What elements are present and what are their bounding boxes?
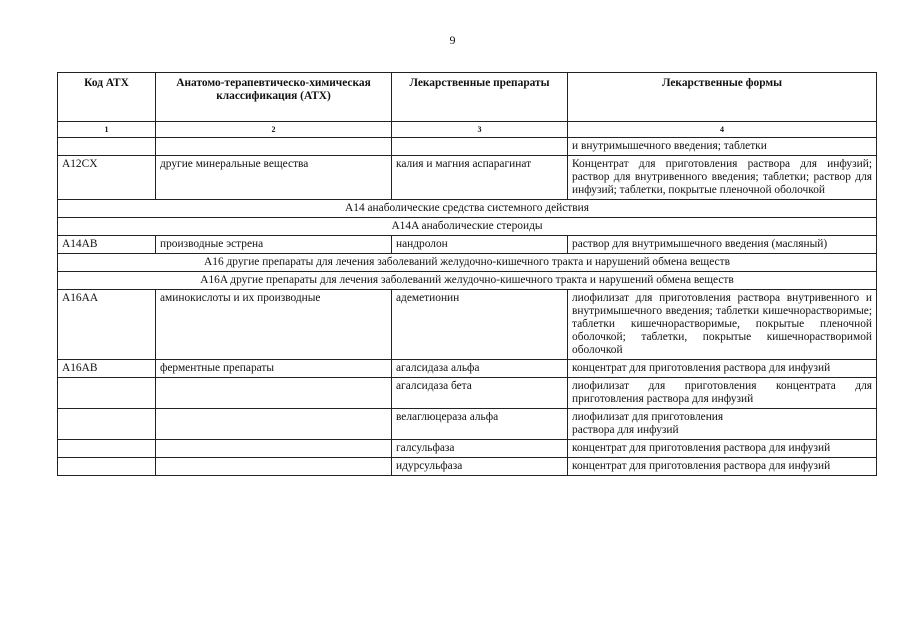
cell-forms-line: лиофилизат для приготовления [572, 411, 724, 423]
cell-code: A12CX [58, 156, 156, 200]
cell-drug [392, 138, 568, 156]
cell-drug: галсульфаза [392, 440, 568, 458]
header-row [58, 73, 877, 122]
cell-code: A16AA [58, 290, 156, 360]
section-title: A16A другие препараты для лечения заболеваний желудочно-кишечного тракта и нарушений обмена веществ [58, 272, 877, 290]
column-number: 4 [568, 122, 877, 138]
cell-forms: лиофилизат для приготовления концентрата для приготовления раствора для инфузий [568, 378, 877, 409]
section-row [58, 254, 877, 272]
cell-drug: нандролон [392, 236, 568, 254]
cell-code [58, 458, 156, 476]
cell-drug: идурсульфаза [392, 458, 568, 476]
header-code: Код АТХ [58, 73, 156, 122]
table-row [58, 290, 877, 360]
section-row [58, 218, 877, 236]
section-row [58, 272, 877, 290]
cell-forms: лиофилизат для приготовления раствора внутривенного и внутримышечного введения; таблетки кишечнорастворимые; таблетки кишечнорастворимые, покрытые пленочной оболочкой; таблетки, покрытые кишечнорастворимой оболочкой [568, 290, 877, 360]
table-row [58, 236, 877, 254]
table-row [58, 409, 877, 440]
cell-forms [568, 409, 877, 440]
table-row [58, 378, 877, 409]
cell-forms: концентрат для приготовления раствора для инфузий [568, 440, 877, 458]
cell-forms: концентрат для приготовления раствора для инфузий [568, 458, 877, 476]
cell-class: другие минеральные вещества [156, 156, 392, 200]
cell-drug: калия и магния аспарагинат [392, 156, 568, 200]
cell-class: аминокислоты и их производные [156, 290, 392, 360]
column-number: 2 [156, 122, 392, 138]
cell-code: A16AB [58, 360, 156, 378]
table-row [58, 156, 877, 200]
cell-class: производные эстрена [156, 236, 392, 254]
header-forms: Лекарственные формы [568, 73, 877, 122]
cell-class [156, 378, 392, 409]
column-number-row [58, 122, 877, 138]
table-row [58, 138, 877, 156]
cell-drug: велаглюцераза альфа [392, 409, 568, 440]
table-row [58, 458, 877, 476]
cell-drug: адеметионин [392, 290, 568, 360]
header-classification: Анатомо-терапевтическо-химическая классификация (АТХ) [156, 73, 392, 122]
table-row [58, 440, 877, 458]
cell-code [58, 440, 156, 458]
cell-class [156, 440, 392, 458]
cell-drug: агалсидаза альфа [392, 360, 568, 378]
column-number: 3 [392, 122, 568, 138]
header-drugs: Лекарственные препараты [392, 73, 568, 122]
cell-forms-line: раствора для инфузий [572, 424, 679, 436]
page-number: 9 [449, 33, 456, 47]
column-number: 1 [58, 122, 156, 138]
cell-code [58, 378, 156, 409]
cell-code: A14AB [58, 236, 156, 254]
cell-class [156, 409, 392, 440]
cell-class [156, 458, 392, 476]
cell-class [156, 138, 392, 156]
cell-forms: раствор для внутримышечного введения (масляный) [568, 236, 877, 254]
atx-table [57, 72, 877, 476]
cell-drug: агалсидаза бета [392, 378, 568, 409]
section-row [58, 200, 877, 218]
section-title: A16 другие препараты для лечения заболеваний желудочно-кишечного тракта и нарушений обмена веществ [58, 254, 877, 272]
table-row [58, 360, 877, 378]
cell-forms: Концентрат для приготовления раствора для инфузий; раствор для внутривенного введения; таблетки; раствор для инфузий; таблетки, покрытые пленочной оболочкой [568, 156, 877, 200]
section-title: A14A анаболические стероиды [58, 218, 877, 236]
section-title: A14 анаболические средства системного действия [58, 200, 877, 218]
cell-forms: концентрат для приготовления раствора для инфузий [568, 360, 877, 378]
cell-class: ферментные препараты [156, 360, 392, 378]
cell-code [58, 409, 156, 440]
cell-code [58, 138, 156, 156]
cell-forms: и внутримышечного введения; таблетки [568, 138, 877, 156]
